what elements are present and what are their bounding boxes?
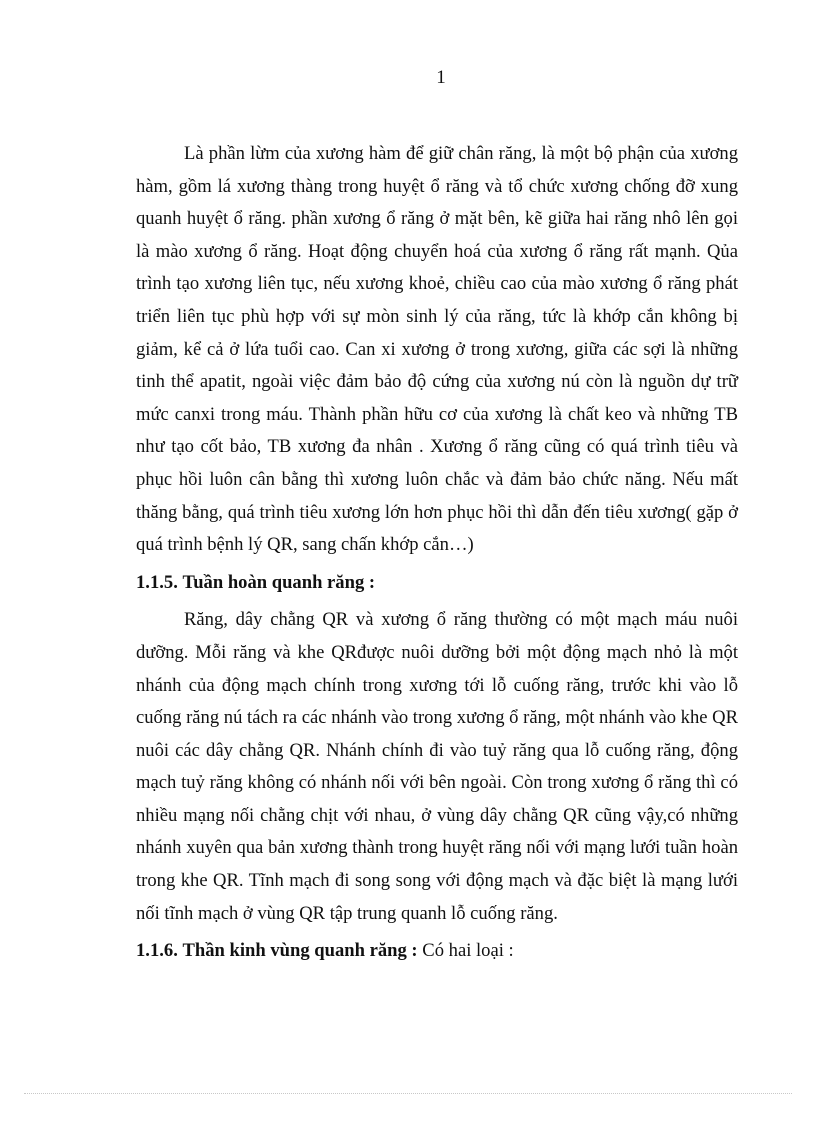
heading-number: 1.1.5. [136, 571, 178, 593]
heading-rest-text: Có hai loại : [422, 940, 514, 962]
paragraph-circulation: Răng, dây chằng QR và xương ổ răng thường có một mạch máu nuôi dưỡng. Mỗi răng và khe QRđược nuôi dưỡng bởi một động mạch nhỏ là một nhánh của động mạch chính trong xương tới lỗ cuống răng, trước khi vào lỗ cuống răng nú tách ra các nhánh vào trong xương ổ răng, một nhánh vào khe QR nuôi các dây chằng QR. Nhánh chính đi vào tuỷ răng qua lỗ cuống răng, động mạch tuỷ răng không có nhánh nối với bên ngoài. Còn trong xương ổ răng thì có nhiều mạng nối chằng chịt với nhau, ở vùng dây chằng QR cũng vậy,có những nhánh xuyên qua bản xương thành trong huyệt răng nối với mạng lưới tuần hoàn trong khe QR. Tĩnh mạch đi song song với động mạch và đặc biệt là mạng lưới nối tĩnh mạch ở vùng QR tập trung quanh lỗ cuống răng. [136, 609, 738, 924]
heading-title: Thần kinh vùng quanh răng : [182, 940, 418, 962]
heading-1-1-6 [136, 935, 738, 968]
page-bottom-divider [24, 1093, 792, 1094]
page-number: 1 [436, 67, 446, 88]
document-body [136, 138, 738, 973]
heading-title: Tuần hoàn quanh răng : [182, 571, 376, 593]
heading-1-1-5 [136, 567, 738, 600]
paragraph-alveolar-bone: Là phần lừm của xương hàm để giữ chân răng, là một bộ phận của xương hàm, gồm lá xương thàng trong huyệt ổ răng và tổ chức xương chống đỡ xung quanh huyệt ổ răng. phần xương ổ răng ở mặt bên, kẽ giữa hai răng nhô lên gọi là mào xương ổ răng. Hoạt động chuyển hoá của xương ổ răng rất mạnh. Qủa trình tạo xương liên tục, nếu xương khoẻ, chiều cao của mào xương ổ răng phát triển liên tục phù hợp với sự mòn sinh lý của răng, tức là khớp cắn không bị giảm, kể cả ở lứa tuổi cao. Can xi xương ở trong xương, giữa các sợi là những tinh thể apatit, ngoài việc đảm bảo độ cứng của xương nú còn là nguồn dự trữ mức canxi trong máu. Thành phần hữu cơ của xương là chất keo và những TB như tạo cốt bảo, TB xương đa nhân . Xương ổ răng cũng có quá trình tiêu và phục hồi luôn cân bằng thì xương luôn chắc và đảm bảo chức năng. Nếu mất thăng bằng, quá trình tiêu xương lớn hơn phục hồi thì dẫn đến tiêu xương( gặp ở quá trình bệnh lý QR, sang chấn khớp cắn…) [136, 143, 738, 556]
heading-number: 1.1.6. [136, 940, 178, 962]
